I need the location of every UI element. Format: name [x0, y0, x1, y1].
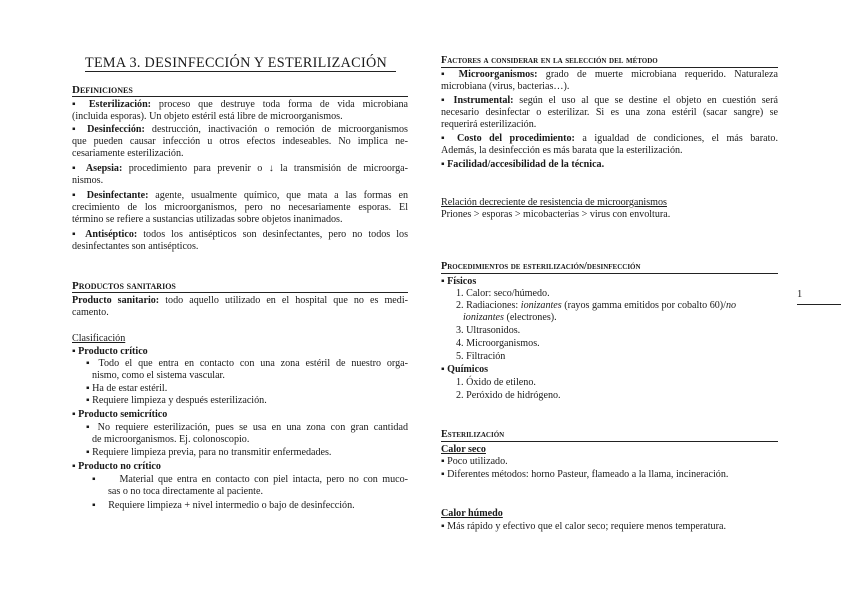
def-item-desinfeccion: ▪ Desinfección: destrucción, inactivación o remoción de microorganismos — [72, 124, 408, 135]
nocritico-line: sas o no toca directamente al paciente. — [108, 486, 263, 497]
nocritico-item: ▪ Material que entra en contacto con piel intacta, pero no con muco- — [92, 474, 409, 485]
semicritico-item: ▪ No requiere esterilización, pues se usa en una zona con gran cantidad — [86, 422, 408, 433]
fisicos-item-radiaciones-cont: ionizantes (electrones). — [463, 312, 557, 323]
relacion-text: Priones > esporas > micobacterias > virus con envoltura. — [441, 209, 671, 220]
esterilizacion-heading: Esterilización — [441, 429, 505, 440]
seco-item: ▪ Poco utilizado. — [441, 456, 508, 467]
critico-line: nismo, como el sistema vascular. — [92, 370, 225, 381]
def-line: término se refiere a sustancias utilizadas sobre objetos inanimados. — [72, 214, 343, 225]
def-line: camento. — [72, 307, 109, 318]
critico-item: ▪ Todo el que entra en contacto con una zona estéril de nuestro orga- — [86, 358, 408, 369]
factor-line: requerirá esterilización. — [441, 119, 537, 130]
quimicos-item: 2. Peróxido de hidrógeno. — [456, 390, 561, 401]
def-line: que pueden causar infección u otros efectos indeseables. No implica ne- — [72, 136, 408, 147]
fisicos-item-radiaciones: 2. Radiaciones: ionizantes (rayos gamma emitidos por cobalto 60)/no — [456, 300, 737, 311]
relacion-title: Relación decreciente de resistencia de microorganismos — [441, 197, 667, 208]
critico-label: ▪ Producto crítico — [72, 346, 148, 357]
critico-item: ▪ Requiere limpieza y después esterilización. — [86, 395, 267, 406]
procedimientos-rule — [441, 273, 778, 274]
factor-line: microbiana (virus, bacterias…). — [441, 81, 570, 92]
seco-item: ▪ Diferentes métodos: horno Pasteur, flameado a la llama, incineración. — [441, 469, 729, 480]
humedo-item: ▪ Más rápido y efectivo que el calor seco; requiere menos temperatura. — [441, 521, 726, 532]
semicritico-item: ▪ Requiere limpieza previa, para no transmitir enfermedades. — [86, 447, 332, 458]
page-number: 1 — [797, 289, 803, 300]
factor-facilidad: ▪ Facilidad/accesibilidad de la técnica. — [441, 159, 605, 170]
nocritico-item: ▪ Requiere limpieza + nivel intermedio o bajo de desinfección. — [92, 500, 355, 511]
def-item-antiseptico: ▪ Antiséptico: todos los antisépticos son desinfectantes, pero no todos los — [72, 229, 408, 240]
factores-heading: Factores a considerar en la selección del método — [441, 55, 658, 66]
def-line: crecimiento de los microorganismos, pero no necesariamente esporas. El — [72, 202, 408, 213]
definiciones-heading: Definiciones — [72, 84, 133, 96]
def-line: (incluida esporas). Un objeto estéril está libre de microorganismos. — [72, 111, 343, 122]
calor-humedo-heading: Calor húmedo — [441, 508, 503, 519]
procedimientos-heading: Procedimientos de esterilización/desinfección — [441, 261, 641, 272]
fisicos-item: 4. Microorganismos. — [456, 338, 540, 349]
quimicos-label: ▪ Químicos — [441, 364, 489, 375]
fisicos-item: 3. Ultrasonidos. — [456, 325, 521, 336]
calor-seco-heading: Calor seco — [441, 444, 486, 455]
def-line: nismos. — [72, 175, 104, 186]
fisicos-label: ▪ Físicos — [441, 276, 477, 287]
definiciones-rule — [72, 96, 408, 97]
title-underline — [85, 71, 396, 72]
factor-line: necesario desinfectar o esterilizar. Si es una zona estéril (sacar sangre) se — [441, 107, 778, 118]
factor-microorganismos: ▪ Microorganismos: grado de muerte microbiana requerido. Naturaleza — [441, 69, 778, 80]
page-title: TEMA 3. DESINFECCIÓN Y ESTERILIZACIÓN — [85, 55, 388, 71]
fisicos-item: 1. Calor: seco/húmedo. — [456, 288, 550, 299]
def-item-esterilizacion: ▪ Esterilización: proceso que destruye toda forma de vida microbiana — [72, 99, 408, 110]
semicritico-line: de microorganismos. Ej. colonoscopio. — [92, 434, 250, 445]
quimicos-item: 1. Óxido de etileno. — [456, 377, 536, 388]
esterilizacion-rule — [441, 441, 778, 442]
factor-costo: ▪ Costo del procedimiento: a igualdad de condiciones, el más barato. — [441, 133, 778, 144]
factor-instrumental: ▪ Instrumental: según el uso al que se destine el objeto en cuestión será — [441, 95, 778, 106]
clasificacion-heading: Clasificación — [72, 333, 126, 344]
def-item-asepsia: ▪ Asepsia: procedimiento para prevenir o ↓ la transmisión de microorga- — [72, 163, 408, 174]
factor-line: Además, la desinfección es más barata que la esterilización. — [441, 145, 683, 156]
page-number-rule — [797, 304, 841, 305]
productos-rule — [72, 292, 408, 293]
def-line: cesariamente esterilización. — [72, 148, 184, 159]
producto-sanitario-def: Producto sanitario: todo aquello utilizado en el hospital que no es medi- — [72, 295, 408, 306]
def-line: desinfectantes son antisépticos. — [72, 241, 199, 252]
nocritico-label: ▪ Producto no crítico — [72, 461, 161, 472]
semicritico-label: ▪ Producto semicrítico — [72, 409, 168, 420]
critico-item: ▪ Ha de estar estéril. — [86, 383, 168, 394]
productos-heading: Productos sanitarios — [72, 280, 176, 292]
def-item-desinfectante: ▪ Desinfectante: agente, usualmente químico, que mata a las formas en — [72, 190, 408, 201]
factores-rule — [441, 67, 778, 68]
fisicos-item: 5. Filtración — [456, 351, 506, 362]
